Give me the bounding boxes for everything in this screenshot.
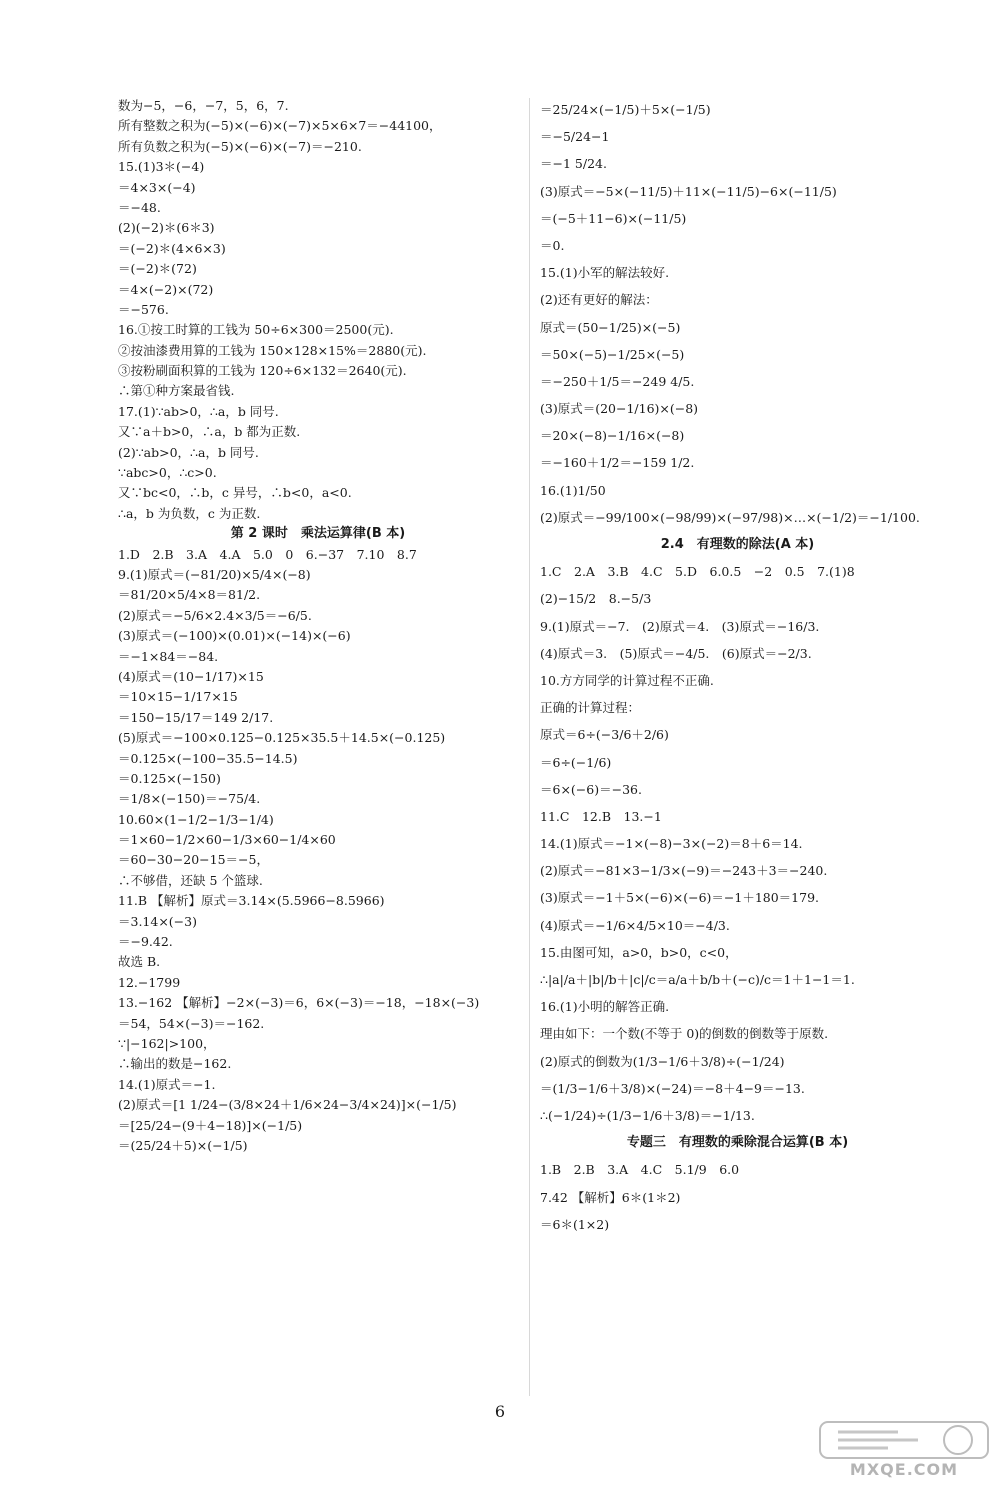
left-column: [118, 96, 518, 1156]
answer-line: ＝(1/3−1/6＋3/8)×(−24)＝−8＋4−9＝−13.: [540, 1080, 805, 1096]
answer-line: ＝6×(−6)＝−36.: [540, 781, 642, 797]
answer-line: 11.B 【解析】原式＝3.14×(5.5966−8.5966): [118, 893, 385, 909]
answer-line: 又∵a＋b>0，∴a，b 都为正数.: [118, 424, 301, 440]
answer-line: ＝[25/24−(9＋4−18)]×(−1/5): [118, 1117, 303, 1133]
answer-line: 9.(1)原式＝−7. (2)原式＝4. (3)原式＝−16/3.: [540, 618, 820, 634]
answer-line: (2)原式＝[1 1/24−(3/8×24＋1/6×24−3/4×24)]×(−1/5): [118, 1097, 457, 1113]
answer-line: (2)原式＝−5/6×2.4×3/5＝−6/5.: [118, 607, 312, 623]
answer-line: ＝−5/24−1: [540, 129, 610, 145]
answer-line: 原式＝(50−1/25)×(−5): [540, 319, 681, 335]
watermark-mark-icon: [818, 1420, 990, 1460]
answer-line: (2)原式＝−99/100×(−98/99)×(−97/98)×…×(−1/2)＝−1/100.: [540, 509, 920, 525]
answer-line: 12.−1799: [118, 974, 181, 990]
answer-line: ②按油漆费用算的工钱为 150×128×15%＝2880(元).: [118, 342, 427, 358]
answer-line: (3)原式＝−5×(−11/5)＋11×(−11/5)−6×(−11/5): [540, 183, 837, 199]
answer-line: ∴不够借，还缺 5 个篮球.: [118, 872, 263, 888]
answer-line: ＝1/8×(−150)＝−75/4.: [118, 791, 261, 807]
answer-line: ＝6÷(−1/6): [540, 754, 612, 770]
answer-line: 7.42 【解析】6＊(1＊2): [540, 1189, 681, 1205]
answer-line: ＝81/20×5/4×8＝81/2.: [118, 587, 261, 603]
answer-line: 15.由图可知，a>0，b>0，c<0，: [540, 944, 738, 960]
answer-line: ＝6＊(1×2): [540, 1216, 610, 1232]
answer-line: 14.(1)原式＝−1.: [118, 1076, 216, 1092]
answer-line: (3)原式＝(−100)×(0.01)×(−14)×(−6): [118, 628, 351, 644]
answer-line: ＝(−2)＊(72): [118, 261, 197, 277]
answer-line: ＝25/24×(−1/5)＋5×(−1/5): [540, 102, 711, 117]
answer-line: ＝0.: [540, 237, 565, 253]
answer-line: ＝54，54×(−3)＝−162.: [118, 1015, 265, 1031]
answer-line: 11.C 12.B 13.−1: [540, 808, 662, 824]
answer-line: (2)原式的倒数为(1/3−1/6＋3/8)÷(−1/24): [540, 1053, 785, 1069]
answer-line: (4)原式＝−1/6×4/5×10＝−4/3.: [540, 917, 730, 933]
answer-line: 13.−162 【解析】−2×(−3)＝6，6×(−3)＝−18，−18×(−3): [118, 995, 480, 1011]
answer-line: ＝(−5＋11−6)×(−11/5): [540, 210, 687, 226]
answer-line: 1.B 2.B 3.A 4.C 5.1/9 6.0: [540, 1162, 740, 1178]
answer-line: 原式＝6÷(−3/6＋2/6): [540, 727, 669, 743]
answer-line: 9.(1)原式＝(−81/20)×5/4×(−8): [118, 566, 311, 582]
answer-line: ③按粉刷面积算的工钱为 120÷6×132＝2640(元).: [118, 363, 407, 379]
answer-line: ＝−576.: [118, 301, 169, 317]
answer-line: (3)原式＝(20−1/16)×(−8): [540, 401, 699, 417]
answer-line: ＝1×60−1/2×60−1/3×60−1/4×60: [118, 832, 336, 848]
answer-line: ＝20×(−8)−1/16×(−8): [540, 428, 685, 444]
answer-line: (2)(−2)＊(6＊3): [118, 220, 215, 236]
answer-line: ∵|−162|>100，: [118, 1035, 216, 1051]
answer-line: ＝−1 5/24.: [540, 156, 607, 172]
answer-line: ＝10×15−1/17×15: [118, 689, 238, 705]
answer-line: ＝4×3×(−4): [118, 179, 196, 195]
answer-line: (3)原式＝−1＋5×(−6)×(−6)＝−1＋180＝179.: [540, 890, 820, 906]
answer-line: ＝(−2)＊(4×6×3): [118, 240, 226, 256]
answer-line: (2)原式＝−81×3−1/3×(−9)＝−243＋3＝−240.: [540, 863, 828, 879]
answer-line: 数为−5，−6，−7，5，6，7.: [118, 98, 289, 113]
answer-line: (4)原式＝(10−1/17)×15: [118, 668, 264, 684]
answer-line: 1.C 2.A 3.B 4.C 5.D 6.0.5 −2 0.5 7.(1)8: [540, 564, 855, 580]
answer-line: 15.(1)3＊(−4): [118, 159, 205, 175]
answer-line: 16.(1)1/50: [540, 482, 606, 498]
answer-line: ＝0.125×(−150): [118, 770, 221, 786]
answer-line: (4)原式＝3. (5)原式＝−4/5. (6)原式＝−2/3.: [540, 645, 812, 661]
answer-line: 又∵bc<0，∴b，c 异号，∴b<0，a<0.: [118, 485, 352, 501]
answer-line: ＝60−30−20−15＝−5，: [118, 852, 269, 868]
answer-line: 10.60×(1−1/2−1/3−1/4): [118, 811, 274, 827]
answer-line: 10.方方同学的计算过程不正确.: [540, 672, 714, 688]
section-heading: 专题三 有理数的乘除混合运算(B 本): [626, 1135, 849, 1151]
watermark-logo: [818, 1420, 990, 1478]
answer-line: 所有负数之积为(−5)×(−6)×(−7)＝−210.: [118, 138, 362, 154]
answer-line: 16.(1)小明的解答正确.: [540, 999, 670, 1015]
answer-line: 1.D 2.B 3.A 4.A 5.0 0 6.−37 7.10 8.7: [118, 546, 417, 562]
answer-line: ＝4×(−2)×(72): [118, 281, 214, 297]
answer-line: ＝−48.: [118, 199, 161, 215]
answer-line: ＝−9.42.: [118, 934, 173, 950]
answer-line: ＝150−15/17＝149 2/17.: [118, 709, 274, 725]
answer-line: ∴a，b 为负数，c 为正数.: [118, 505, 261, 521]
answer-line: 14.(1)原式＝−1×(−8)−3×(−2)＝8＋6＝14.: [540, 836, 803, 852]
answer-line: (5)原式＝−100×0.125−0.125×35.5＋14.5×(−0.125): [118, 730, 446, 746]
answer-line: ＝(25/24＋5)×(−1/5): [118, 1137, 248, 1153]
column-divider: [529, 98, 530, 1396]
section-heading: 第 2 课时 乘法运算律(B 本): [230, 526, 406, 542]
answer-line: ∴|a|/a＋|b|/b＋|c|/c＝a/a＋b/b＋(−c)/c＝1＋1−1＝1.: [540, 972, 855, 987]
watermark-text: MXQE.COM: [849, 1460, 959, 1479]
answer-line: 所有整数之积为(−5)×(−6)×(−7)×5×6×7＝−44100，: [118, 118, 442, 134]
answer-line: 正确的计算过程：: [540, 700, 641, 716]
answer-line: ＝50×(−5)−1/25×(−5): [540, 346, 685, 362]
answer-line: 15.(1)小军的解法较好.: [540, 265, 670, 281]
answer-line: 理由如下：一个数(不等于 0)的倒数的倒数等于原数.: [540, 1026, 829, 1042]
answer-line: (2)∵ab>0，∴a，b 同号.: [118, 444, 259, 460]
answer-line: 17.(1)∵ab>0，∴a，b 同号.: [118, 403, 279, 419]
answer-line: ∴第①种方案最省钱.: [118, 383, 235, 399]
answer-line: 故选 B.: [118, 954, 161, 970]
answer-line: (2)−15/2 8.−5/3: [540, 591, 652, 607]
answer-line: ＝0.125×(−100−35.5−14.5): [118, 750, 298, 766]
section-heading: 2.4 有理数的除法(A 本): [660, 537, 815, 552]
answer-line: ＝−160＋1/2＝−159 1/2.: [540, 455, 695, 471]
answer-line: ∵abc>0，∴c>0.: [118, 465, 217, 481]
answer-line: (2)还有更好的解法：: [540, 292, 658, 308]
page-number: 6: [494, 1402, 506, 1421]
answer-line: ＝−1×84＝−84.: [118, 648, 219, 664]
answer-line: ＝−250＋1/5＝−249 4/5.: [540, 373, 695, 389]
answer-line: 16.①按工时算的工钱为 50÷6×300＝2500(元).: [118, 322, 394, 338]
right-column: [540, 96, 935, 1238]
answer-line: ∴(−1/24)÷(1/3−1/6＋3/8)＝−1/13.: [540, 1107, 755, 1123]
answer-line: ∴输出的数是−162.: [118, 1056, 232, 1072]
answer-line: ＝3.14×(−3): [118, 913, 197, 929]
